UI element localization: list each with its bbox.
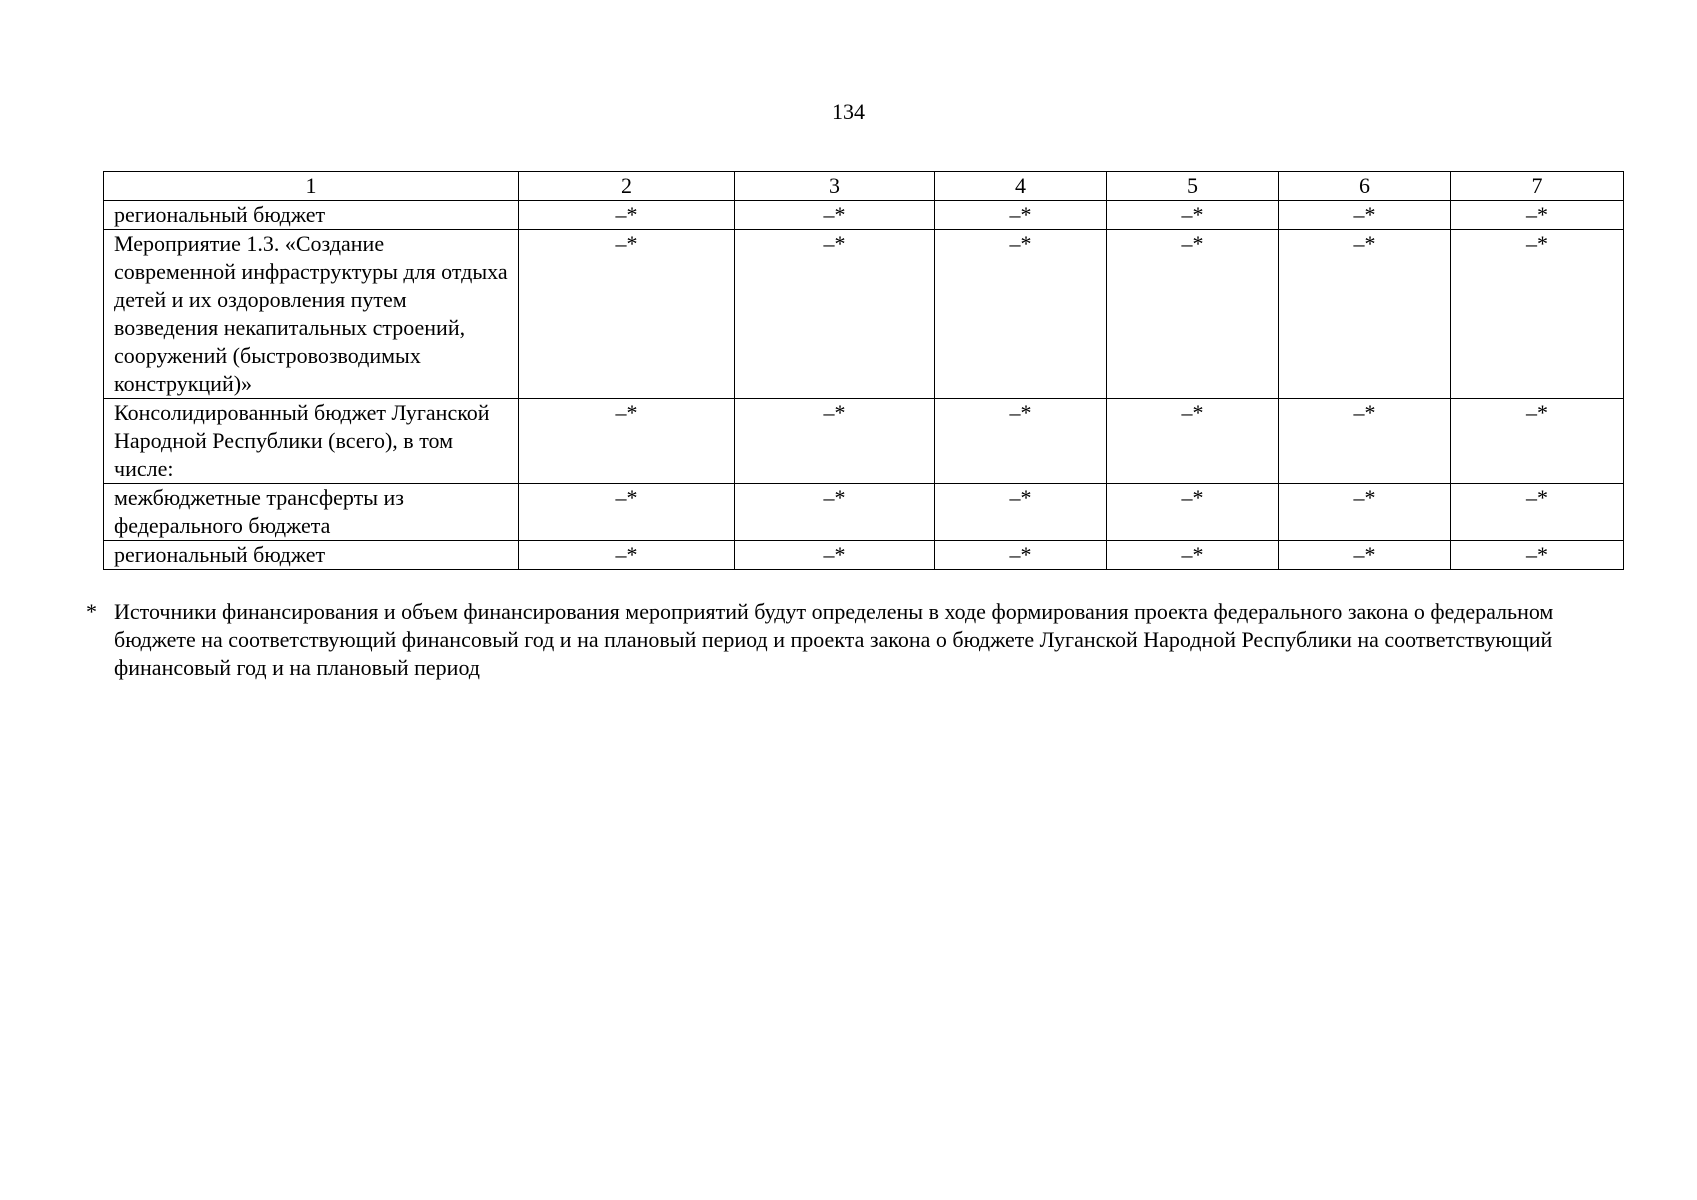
table-cell: –* (1451, 230, 1624, 399)
table-cell: –* (935, 484, 1107, 541)
footnote (86, 598, 1566, 682)
table-cell: –* (1279, 541, 1451, 570)
table-cell: –* (935, 399, 1107, 484)
table-cell: –* (1107, 230, 1279, 399)
table-cell: –* (519, 484, 735, 541)
column-header: 7 (1451, 172, 1624, 201)
row-label: Мероприятие 1.3. «Создание современной инфраструктуры для отдыха детей и их оздоровления путем возведения некапитальных строений, сооружений (быстровозводимых конструкций)» (104, 230, 519, 399)
table-cell: –* (1451, 484, 1624, 541)
table-row (104, 230, 1624, 399)
table-cell: –* (735, 541, 935, 570)
column-header: 2 (519, 172, 735, 201)
financing-table (103, 171, 1624, 570)
table-cell: –* (1279, 484, 1451, 541)
table-cell: –* (519, 201, 735, 230)
table-cell: –* (1451, 541, 1624, 570)
table-cell: –* (735, 484, 935, 541)
table-cell: –* (519, 230, 735, 399)
column-header: 6 (1279, 172, 1451, 201)
row-label: межбюджетные трансферты из федерального бюджета (104, 484, 519, 541)
table-row (104, 399, 1624, 484)
table-cell: –* (1279, 399, 1451, 484)
table-cell: –* (735, 230, 935, 399)
row-label: региональный бюджет (104, 201, 519, 230)
row-label: региональный бюджет (104, 541, 519, 570)
table-cell: –* (1107, 541, 1279, 570)
table-cell: –* (735, 399, 935, 484)
footnote-mark: * (86, 599, 97, 624)
column-header: 1 (104, 172, 519, 201)
table-cell: –* (1107, 399, 1279, 484)
footnote-text: Источники финансирования и объем финансирования мероприятий будут определены в ходе формирования проекта федерального закона о федеральном бюджете на соответствующий финансовый год и на плановый период и проекта закона о бюджете Луганской Народной Республики на соответствующий финансовый год и на плановый период (114, 599, 1554, 680)
table-cell: –* (519, 399, 735, 484)
table-row (104, 541, 1624, 570)
column-header: 3 (735, 172, 935, 201)
table-row (104, 484, 1624, 541)
page-number: 134 (832, 99, 865, 124)
table-cell: –* (1279, 230, 1451, 399)
table-cell: –* (935, 541, 1107, 570)
column-header: 5 (1107, 172, 1279, 201)
table-cell: –* (1107, 484, 1279, 541)
table-cell: –* (519, 541, 735, 570)
table-cell: –* (1107, 201, 1279, 230)
row-label: Консолидированный бюджет Луганской Народной Республики (всего), в том числе: (104, 399, 519, 484)
table-cell: –* (1451, 399, 1624, 484)
table-header-row (104, 172, 1624, 201)
column-header: 4 (935, 172, 1107, 201)
table-cell: –* (935, 201, 1107, 230)
table-row (104, 201, 1624, 230)
table-cell: –* (735, 201, 935, 230)
table-cell: –* (1451, 201, 1624, 230)
table-cell: –* (1279, 201, 1451, 230)
table-cell: –* (935, 230, 1107, 399)
